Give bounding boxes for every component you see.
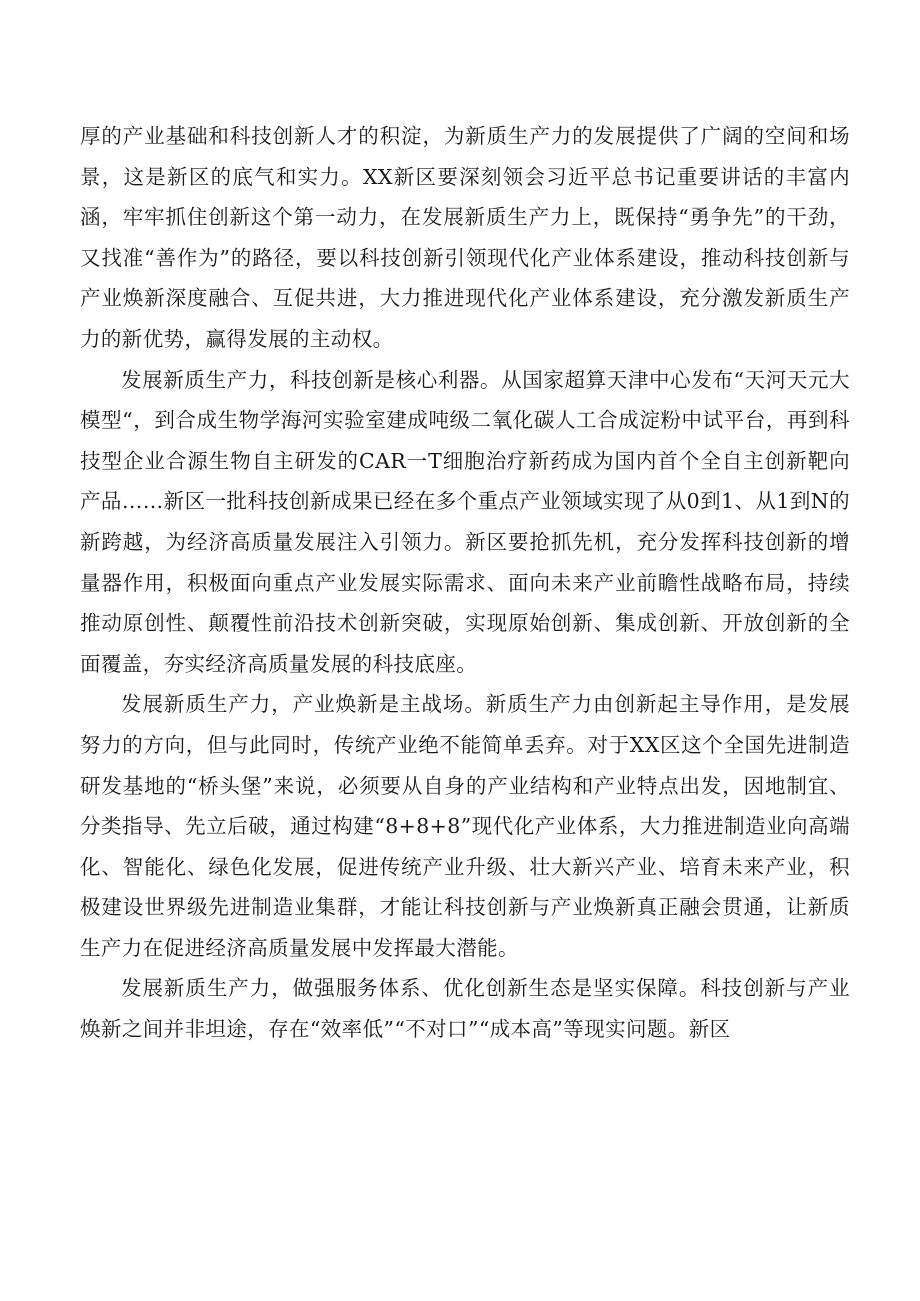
paragraph-industry-renewal: 发展新质生产力，产业焕新是主战场。新质生产力由创新起主导作用，是发展努力的方向，但与此同时，传统产业绝不能简单丢弃。对于XX区这个全国先进制造研发基地的“桥头堡”来说，必须要从自身的产业结构和产业特点出发，因地制宜、分类指导、先立后破，通过构建“8+8+8”现代化产业体系，大力推进制造业向高端化、智能化、绿色化发展，促进传统产业升级、壮大新兴产业、培育未来产业，积极建设世界级先进制造业集群，才能让科技创新与产业焕新真正融会贯通，让新质生产力在促进经济高质量发展中发挥最大潜能。 [80,692,850,960]
paragraph-technology-innovation: 发展新质生产力，科技创新是核心利器。从国家超算天津中心发布“天河天元大模型“，到合成生物学海河实验室建成吨级二氧化碳人工合成淀粉中试平台，再到科技型企业合源生物自主研发的CAR一T细胞治疗新药成为国内首个全自主创新靶向产品……新区一批科技创新成果已经在多个重点产业领域实现了从0到1、从1到N的新跨越，为经济高质量发展注入引领力。新区要抢抓先机，充分发挥科技创新的增量器作用，积极面向重点产业发展实际需求、面向未来产业前瞻性战略布局，持续推动原创性、颠覆性前沿技术创新突破，实现原始创新、集成创新、开放创新的全面覆盖，夯实经济高质量发展的科技底座。 [80,367,850,676]
document-body [80,116,850,1050]
paragraph-service-system: 发展新质生产力，做强服务体系、优化创新生态是坚实保障。科技创新与产业焕新之间并非坦途，存在“效率低”“不对口”“成本高”等现实问题。新区 [80,976,850,1042]
paragraph-continued: 厚的产业基础和科技创新人才的积淀，为新质生产力的发展提供了广阔的空间和场景，这是新区的底气和实力。XX新区要深刻领会习近平总书记重要讲话的丰富内涵，牢牢抓住创新这个第一动力，在发展新质生产力上，既保持“勇争先”的干劲，又找准“善作为”的路径，要以科技创新引领现代化产业体系建设，推动科技创新与产业焕新深度融合、互促共进，大力推进现代化产业体系建设，充分激发新质生产力的新优势，赢得发展的主动权。 [80,124,850,351]
